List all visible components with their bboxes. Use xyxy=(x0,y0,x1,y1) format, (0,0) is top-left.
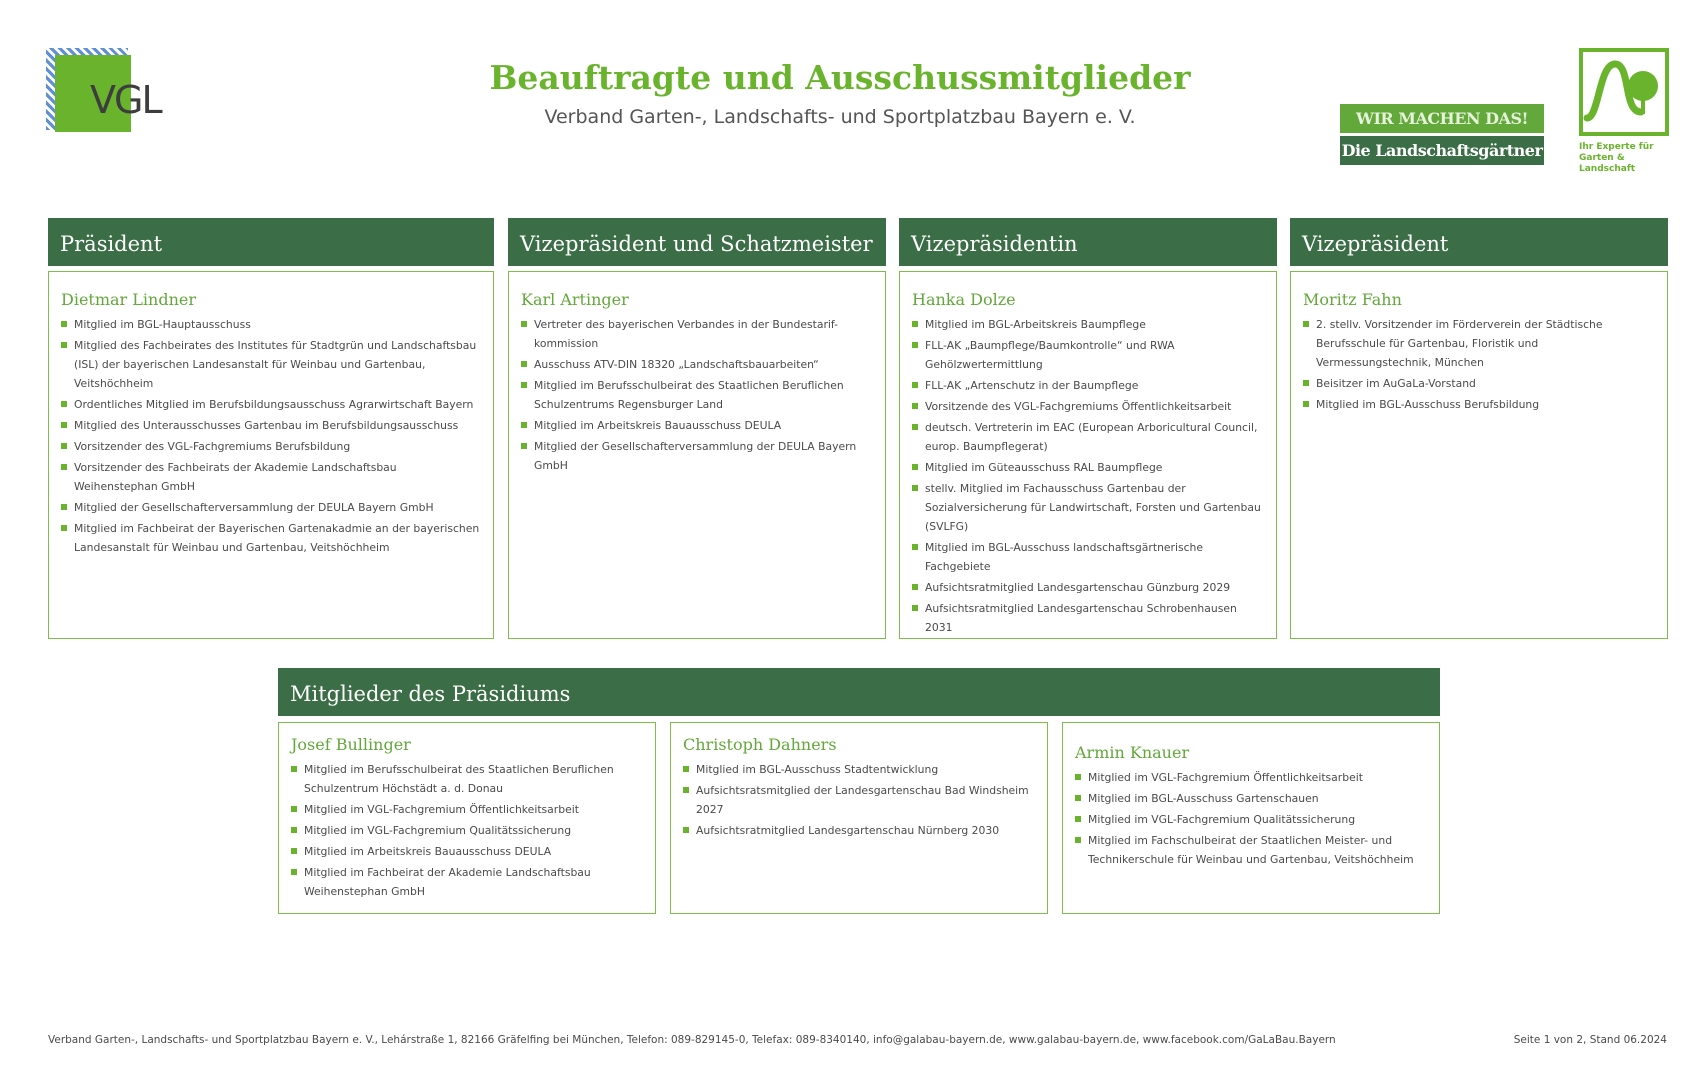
page-subtitle: Verband Garten-, Landschafts- und Sportplatzbau Bayern e. V. xyxy=(544,106,1136,128)
duty-list xyxy=(521,315,873,475)
member-name: Armin Knauer xyxy=(1075,743,1190,762)
duty-item: Mitglied im BGL-Ausschuss landschaftsgärtnerische Fachgebiete xyxy=(912,538,1264,576)
duty-item: Mitglied im BGL-Ausschuss Berufsbildung xyxy=(1303,395,1655,414)
card-vizepraesident-schatzmeister xyxy=(508,218,886,472)
card-praesident xyxy=(48,218,494,554)
card-praesidium xyxy=(278,668,1440,716)
duty-item: Mitglied der Gesellschafterversammlung der DEULA Bayern GmbH xyxy=(521,437,873,475)
vgl-logo xyxy=(46,48,176,132)
member-name: Karl Artinger xyxy=(521,290,629,309)
card-body xyxy=(48,271,494,639)
card-heading: Vizepräsident und Schatzmeister xyxy=(508,218,886,266)
duty-item: Mitglied im VGL-Fachgremium Qualitätssicherung xyxy=(291,821,643,840)
member-name: Hanka Dolze xyxy=(912,290,1016,309)
duty-item: Beisitzer im AuGaLa-Vorstand xyxy=(1303,374,1655,393)
duty-list xyxy=(683,760,1035,840)
duty-item: Mitglied im Fachbeirat der Akademie Landschaftsbau Weihenstephan GmbH xyxy=(291,863,643,901)
card-body xyxy=(508,271,886,639)
card-heading: Präsident xyxy=(48,218,494,266)
duty-list xyxy=(912,315,1264,637)
slogan-badge xyxy=(1340,104,1544,165)
duty-item: Mitglied im Berufsschulbeirat des Staatlichen Beruflichen Schulzentrums Regensburger Land xyxy=(521,376,873,414)
duty-item: Vorsitzende des VGL-Fachgremiums Öffentlichkeitsarbeit xyxy=(912,397,1264,416)
duty-item: FLL-AK „Baumpflege/Baumkontrolle“ und RWA Gehölzwertermittlung xyxy=(912,336,1264,374)
duty-item: Aufsichtsratmitglied Landesgartenschau Schrobenhausen 2031 xyxy=(912,599,1264,637)
duty-item: deutsch. Vertreterin im EAC (European Arboricultural Council, europ. Baumpflegerat) xyxy=(912,418,1264,456)
card-body xyxy=(1062,722,1440,914)
member-name: Moritz Fahn xyxy=(1303,290,1402,309)
duty-item: Mitglied im Fachschulbeirat der Staatlichen Meister- und Technikerschule für Weinbau und Gartenbau, Veitshöchheim xyxy=(1075,831,1427,869)
duty-item: Mitglied der Gesellschafterversammlung der DEULA Bayern GmbH xyxy=(61,498,481,517)
duty-list xyxy=(1075,768,1427,869)
duty-item: Mitglied im VGL-Fachgremium Öffentlichkeitsarbeit xyxy=(1075,768,1427,787)
page-title: Beauftragte und Ausschussmitglieder xyxy=(489,58,1191,97)
duty-item: Aufsichtsratmitglied Landesgartenschau Nürnberg 2030 xyxy=(683,821,1035,840)
duty-item: Mitglied im VGL-Fachgremium Öffentlichkeitsarbeit xyxy=(291,800,643,819)
slogan-line-1: WIR MACHEN DAS! xyxy=(1340,104,1544,133)
duty-item: Vertreter des bayerischen Verbandes in der Bundestarif-kommission xyxy=(521,315,873,353)
duty-list xyxy=(61,315,481,557)
member-name: Josef Bullinger xyxy=(291,735,411,754)
member-name: Dietmar Lindner xyxy=(61,290,196,309)
landscape-logo-icon xyxy=(1579,48,1669,136)
duty-item: Mitglied im Güteausschuss RAL Baumpflege xyxy=(912,458,1264,477)
member-name: Christoph Dahners xyxy=(683,735,837,754)
card-heading: Vizepräsidentin xyxy=(899,218,1277,266)
footer-page-info: Seite 1 von 2, Stand 06.2024 xyxy=(1513,1034,1667,1046)
duty-item: Mitglied im BGL-Hauptausschuss xyxy=(61,315,481,334)
footer-address: Verband Garten-, Landschafts- und Sportplatzbau Bayern e. V., Lehárstraße 1, 82166 Gräfelfing bei München, Telefon: 089-829145-0, Telefax: 089-8340140, info@galabau-bayern.de, www.galabau-bayern.de, www.facebook.com/GaLaBau.Bayern xyxy=(48,1034,1336,1046)
duty-item: Mitglied des Fachbeirates des Institutes für Stadtgrün und Landschaftsbau (ISL) der bayerischen Landesanstalt für Weinbau und Gartenbau, Veitshöchheim xyxy=(61,336,481,393)
duty-item: Mitglied des Unterausschusses Gartenbau im Berufsbildungsausschuss xyxy=(61,416,481,435)
duty-item: stellv. Mitglied im Fachausschuss Gartenbau der Sozialversicherung für Landwirtschaft, Forsten und Gartenbau (SVLFG) xyxy=(912,479,1264,536)
logo-caption: Ihr Experte für Garten & Landschaft xyxy=(1579,142,1654,174)
duty-item: Vorsitzender des VGL-Fachgremiums Berufsbildung xyxy=(61,437,481,456)
duty-item: Ausschuss ATV-DIN 18320 „Landschaftsbauarbeiten“ xyxy=(521,355,873,374)
slogan-line-2: Die Landschaftsgärtner xyxy=(1340,136,1544,165)
duty-item: Mitglied im BGL-Ausschuss Gartenschauen xyxy=(1075,789,1427,808)
duty-item: Ordentliches Mitglied im Berufsbildungsausschuss Agrarwirtschaft Bayern xyxy=(61,395,481,414)
duty-item: FLL-AK „Artenschutz in der Baumpflege xyxy=(912,376,1264,395)
duty-item: 2. stellv. Vorsitzender im Förderverein der Städtische Berufsschule für Gartenbau, Floristik und Vermessungstechnik, München xyxy=(1303,315,1655,372)
card-vizepraesidentin xyxy=(899,218,1277,634)
duty-item: Mitglied im Fachbeirat der Bayerischen Gartenakadmie an der bayerischen Landesanstalt für Weinbau und Gartenbau, Veitshöchheim xyxy=(61,519,481,557)
card-body xyxy=(278,722,656,914)
card-vizepraesident xyxy=(1290,218,1668,411)
duty-list xyxy=(291,760,643,901)
card-body xyxy=(1290,271,1668,639)
duty-item: Mitglied im BGL-Arbeitskreis Baumpflege xyxy=(912,315,1264,334)
card-heading: Vizepräsident xyxy=(1290,218,1668,266)
duty-item: Mitglied im BGL-Ausschuss Stadtentwicklung xyxy=(683,760,1035,779)
duty-item: Mitglied im Arbeitskreis Bauausschuss DEULA xyxy=(521,416,873,435)
card-heading: Mitglieder des Präsidiums xyxy=(278,668,1440,716)
card-body xyxy=(899,271,1277,639)
landschaftsgaertner-logo xyxy=(1579,48,1669,175)
duty-list xyxy=(1303,315,1655,414)
duty-item: Vorsitzender des Fachbeirats der Akademie Landschaftsbau Weihenstephan GmbH xyxy=(61,458,481,496)
card-body xyxy=(670,722,1048,914)
duty-item: Mitglied im Arbeitskreis Bauausschuss DEULA xyxy=(291,842,643,861)
duty-item: Mitglied im Berufsschulbeirat des Staatlichen Beruflichen Schulzentrum Höchstädt a. d. Donau xyxy=(291,760,643,798)
duty-item: Aufsichtsratmitglied Landesgartenschau Günzburg 2029 xyxy=(912,578,1264,597)
duty-item: Mitglied im VGL-Fachgremium Qualitätssicherung xyxy=(1075,810,1427,829)
duty-item: Aufsichtsratsmitglied der Landesgartenschau Bad Windsheim 2027 xyxy=(683,781,1035,819)
logo-text: VGL xyxy=(90,78,161,122)
